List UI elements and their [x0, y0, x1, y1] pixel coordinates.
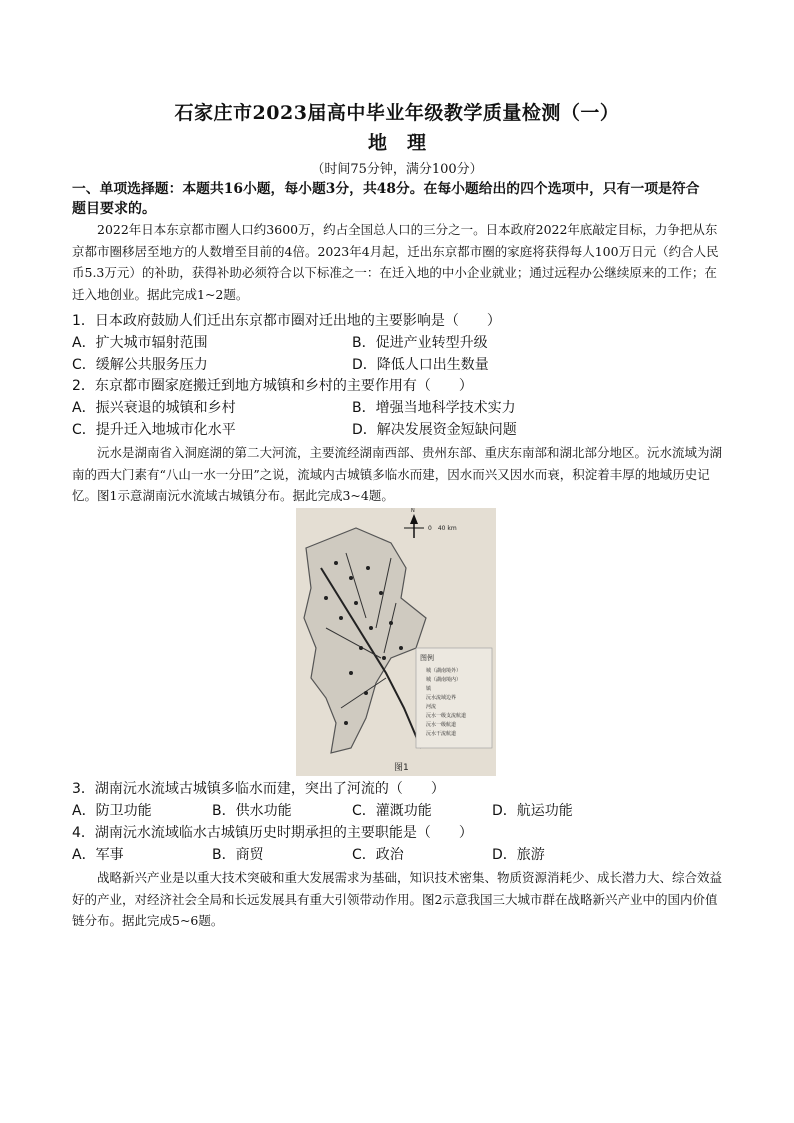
- legend-item-3: 沅水流域边界: [426, 695, 457, 701]
- legend-item-7: 沅水干流航道: [426, 731, 457, 737]
- section-heading-line2: 题目要求的。: [72, 201, 156, 217]
- question-4-option-a[interactable]: A．军事: [72, 847, 124, 863]
- legend-item-6: 沅水一级航道: [426, 722, 457, 728]
- question-3-option-a[interactable]: A．防卫功能: [72, 803, 152, 819]
- time-info: （时间75分钟，满分100分）: [311, 162, 483, 177]
- question-2-option-a[interactable]: A．振兴衰退的城镇和乡村: [72, 400, 236, 416]
- question-3-stem: 3．湖南沅水流域古城镇多临水而建，突出了河流的（ ）: [72, 781, 445, 797]
- exam-title: 石家庄市2023届高中毕业年级教学质量检测（一）: [174, 102, 620, 124]
- question-4-option-b[interactable]: B．商贸: [212, 847, 264, 863]
- question-3-option-c[interactable]: C．灌溉功能: [352, 803, 432, 819]
- legend-item-1: 城（湖南境内）: [426, 677, 462, 683]
- question-1-option-c[interactable]: C．缓解公共服务压力: [72, 357, 208, 373]
- question-2-stem: 2．东京都市圈家庭搬迁到地方城镇和乡村的主要作用有（ ）: [72, 378, 473, 394]
- passage-yuanshui: 沅水是湖南省入洞庭湖的第二大河流，主要流经湖南西部、贵州东部、重庆东南部和湖北部分地区。沅水流域为湖南的西大门素有“八山一水一分田”之说，流域内古城镇多临水而建，因水而兴又因水而衰，积淀着丰厚的地域历史记忆。图1示意湖南沅水流域古城镇分布。据此完成3~4题。: [72, 445, 723, 503]
- figure-1-caption: 图1: [394, 763, 409, 773]
- question-1-option-d[interactable]: D．降低人口出生数量: [352, 357, 489, 373]
- question-4-option-c[interactable]: C．政治: [352, 847, 404, 863]
- question-3-option-b[interactable]: B．供水功能: [212, 803, 292, 819]
- section-heading: [72, 179, 728, 219]
- north-label: N: [411, 508, 415, 514]
- passage-strategic-industry: 战略新兴产业是以重大技术突破和重大发展需求为基础，知识技术密集、物质资源消耗少、成长潜力大、综合效益好的产业，对经济社会全局和长远发展具有重大引领带动作用。图2示意我国三大城市群在战略新兴产业中的国内价值链分布。据此完成5~6题。: [72, 870, 723, 928]
- question-4-option-d[interactable]: D．旅游: [492, 847, 545, 863]
- question-1-option-b[interactable]: B．促进产业转型升级: [352, 335, 488, 351]
- question-2-option-c[interactable]: C．提升迁入地城市化水平: [72, 422, 236, 438]
- question-1-stem: 1．日本政府鼓励人们迁出东京都市圈对迁出地的主要影响是（ ）: [72, 313, 501, 329]
- yuanshui-basin-map: [296, 508, 496, 776]
- scale-bar: 0 40 km: [428, 525, 457, 532]
- question-2-option-b[interactable]: B．增强当地科学技术实力: [352, 400, 516, 416]
- question-3-option-d[interactable]: D．航运功能: [492, 803, 573, 819]
- figure-1-map: [296, 508, 496, 776]
- question-1-option-a[interactable]: A．扩大城市辐射范围: [72, 335, 208, 351]
- subject-title: 地理: [367, 132, 446, 154]
- legend-item-2: 镇: [426, 686, 432, 692]
- passage-tokyo: 2022年日本东京都市圈人口约3600万，约占全国总人口的三分之一。日本政府2022年底敲定目标，力争把从东京都市圈移居至地方的人数增至目前的4倍。2023年4月起，迁出东京都市圈的家庭将获得每人100万日元（约合人民币5.3万元）的补助，获得补助必须符合以下标准之一：在迁入地的中小企业就业；通过远程办公继续原来的工作；在迁入地创业。据此完成1~2题。: [72, 222, 719, 302]
- legend-item-0: 城（湖南境外）: [426, 668, 462, 674]
- legend-item-5: 沅水一级支流航道: [426, 713, 467, 719]
- legend-title: 图例: [420, 654, 434, 662]
- legend-item-4: 河流: [426, 704, 437, 710]
- section-heading-line1: 一、单项选择题：本题共16小题，每小题3分，共48分。在每小题给出的四个选项中，只有一项是符合: [72, 181, 700, 197]
- question-2-option-d[interactable]: D．解决发展资金短缺问题: [352, 422, 517, 438]
- question-4-stem: 4．湖南沅水流域临水古城镇历史时期承担的主要职能是（ ）: [72, 825, 473, 841]
